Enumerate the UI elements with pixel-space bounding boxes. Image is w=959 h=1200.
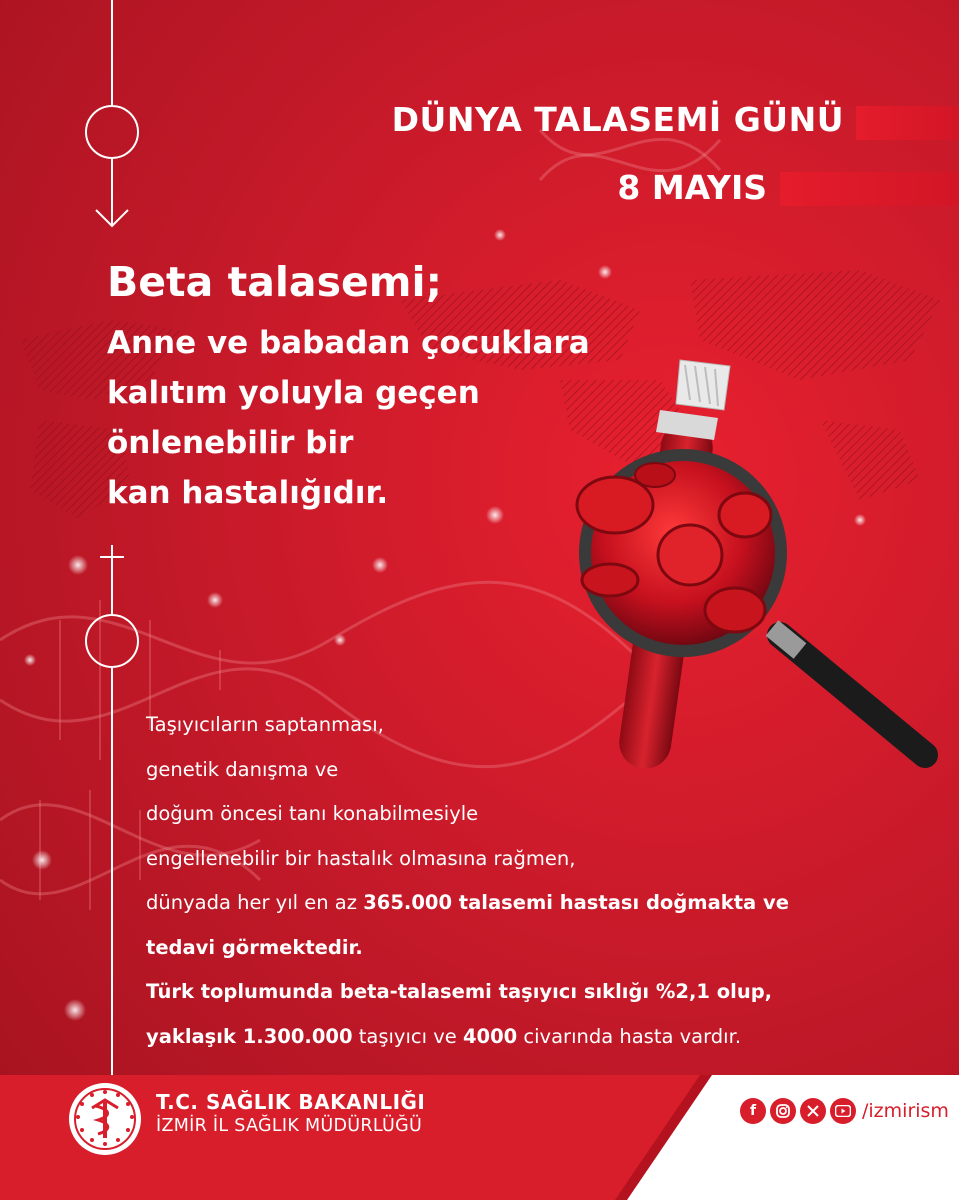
body-segment: dünyada her yıl en az xyxy=(146,891,364,914)
body-segment: civarında hasta vardır. xyxy=(517,1024,742,1048)
facebook-icon[interactable]: f xyxy=(740,1098,766,1124)
lead-line: Anne ve babadan çocuklara xyxy=(107,325,590,361)
instagram-icon[interactable] xyxy=(770,1098,796,1124)
body-segment-bold: yaklaşık 1.300.000 xyxy=(146,1024,353,1048)
youtube-icon[interactable] xyxy=(830,1098,856,1124)
title-accent-bar xyxy=(856,106,959,140)
ministry-name: T.C. SAĞLIK BAKANLIĞI xyxy=(156,1090,426,1114)
lead-line: önlenebilir bir xyxy=(107,425,354,461)
lead-line: kan hastalığıdır. xyxy=(107,475,389,511)
headline: Beta talasemi; xyxy=(107,258,442,306)
lead-text xyxy=(107,318,590,518)
page-title: DÜNYA TALASEMİ GÜNÜ xyxy=(391,100,844,139)
x-icon[interactable] xyxy=(800,1098,826,1124)
date-title: 8 MAYIS xyxy=(617,168,767,207)
body-text xyxy=(146,703,789,1059)
body-line: genetik danışma ve xyxy=(146,757,339,781)
body-line: Taşıyıcıların saptanması, xyxy=(146,713,384,736)
social-links xyxy=(740,1096,949,1126)
body-line xyxy=(146,881,789,926)
body-segment: taşıyıcı ve xyxy=(352,1024,463,1048)
body-segment-bold: 4000 xyxy=(462,1024,518,1048)
body-line: engellenebilir bir hastalık olmasına rağmen, xyxy=(146,846,576,870)
date-accent-bar xyxy=(780,172,959,206)
lead-line: kalıtım yoluyla geçen xyxy=(107,375,480,411)
social-handle[interactable]: /izmirism xyxy=(862,1100,949,1122)
body-line: doğum öncesi tanı konabilmesiyle xyxy=(146,802,479,825)
body-line: tedavi görmektedir. xyxy=(146,935,363,959)
body-line: Türk toplumunda beta-talasemi taşıyıcı sıklığı %2,1 olup, xyxy=(146,980,773,1003)
body-line xyxy=(146,1015,789,1060)
ministry-logo xyxy=(66,1078,144,1160)
body-segment-bold: 365.000 talasemi hastası doğmakta ve xyxy=(363,891,789,914)
directorate-name: İZMİR İL SAĞLIK MÜDÜRLÜĞÜ xyxy=(156,1116,423,1136)
